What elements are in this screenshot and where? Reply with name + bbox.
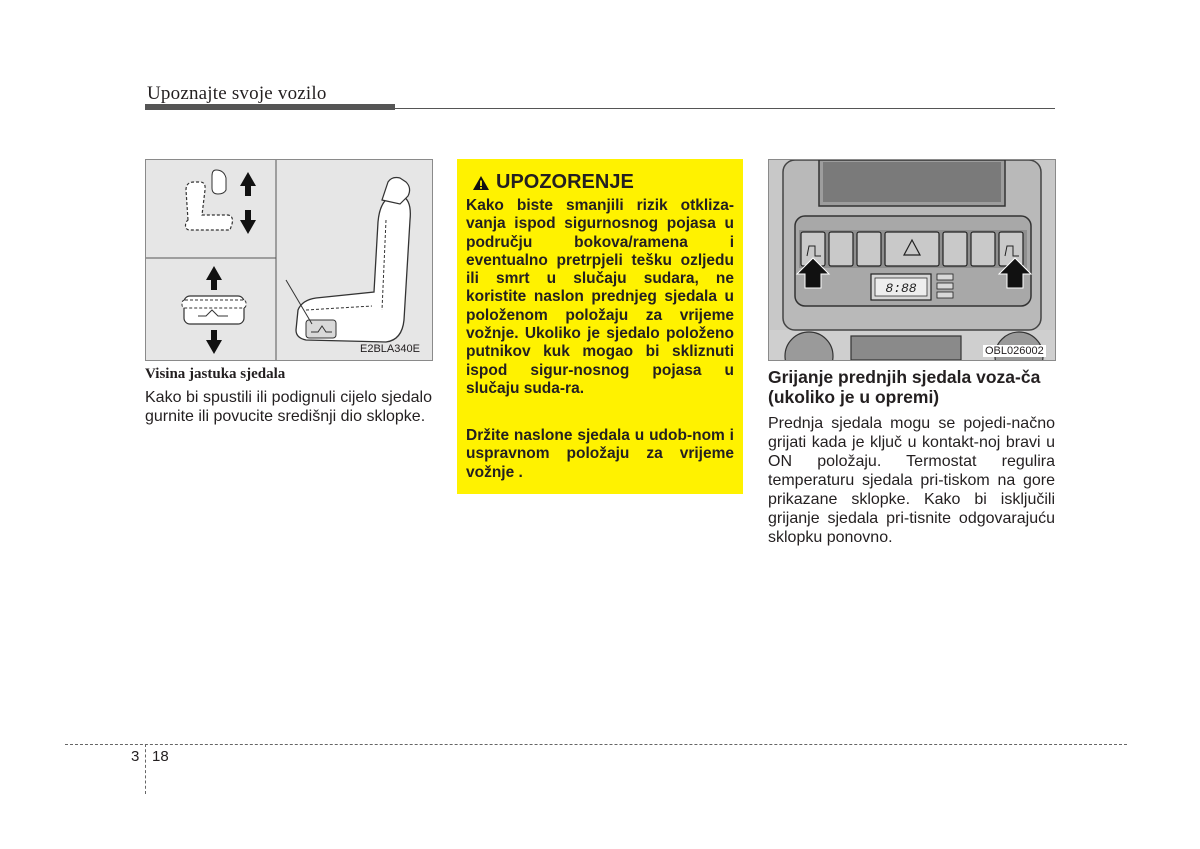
- warning-title-text: UPOZORENJE: [496, 171, 634, 193]
- clock-display: 8:88: [885, 281, 917, 296]
- figure-code: OBL026002: [985, 345, 1044, 357]
- footer-rule: [65, 744, 1127, 745]
- page-header-title: Upoznajte svoje vozilo: [147, 83, 327, 104]
- page-number: 18: [152, 748, 169, 765]
- figure-code: E2BLA340E: [360, 343, 420, 355]
- warning-title: [472, 171, 634, 194]
- right-seat-heater-button[interactable]: [999, 232, 1023, 266]
- seat-heater-text: Prednja sjedala mogu se pojedi-načno grijati kada je ključ u kontakt-noj bravi u ON položaju. Termostat regulira temperaturu sjedala pri-tiskom na gore prikazane sklopke. Kako bi isključili grijanje sjedala pri-tisnite odgovarajuću sklopku ponovno.: [768, 415, 1055, 546]
- header-rule: [395, 108, 1055, 109]
- warning-box: [457, 159, 743, 494]
- warning-paragraph-2: Držite naslone sjedala u udob-nom i uspravnom položaju za vrijeme vožnje .: [466, 427, 734, 481]
- seat-heater-heading: Grijanje prednjih sjedala voza-ča (ukoliko je u opremi): [768, 367, 1041, 407]
- seat-height-heading: Visina jastuka sjedala: [145, 366, 286, 382]
- seat-height-illustration: [146, 160, 432, 360]
- seat-heater-figure: [768, 159, 1056, 361]
- dashboard-illustration: [769, 160, 1055, 360]
- hazard-button[interactable]: [885, 232, 939, 266]
- header-accent-bar: [145, 104, 395, 110]
- warning-triangle-icon: [472, 175, 490, 191]
- footer-divider: [145, 744, 146, 794]
- warning-paragraph-1: Kako biste smanjili rizik otkliza-vanja ispod sigurnosnog pojasa u području bokova/ramena i eventualno pretrpjeli tešku ozljedu ili smrt u slučaju sudara, ne koristite naslon prednjeg sjedala u položenom položaju za vrijeme vožnje. Ukoliko je sjedalo položeno putnikov kuk mogao bi skliznuti ispod sigur-nosnog pojasa u slučaju suda-ra.: [466, 197, 734, 397]
- seat-height-text: Kako bi spustili ili podignuli cijelo sjedalo gurnite ili povucite središnji dio sklopke.: [145, 389, 432, 425]
- chapter-number: 3: [131, 748, 140, 765]
- seat-height-figure: [145, 159, 433, 361]
